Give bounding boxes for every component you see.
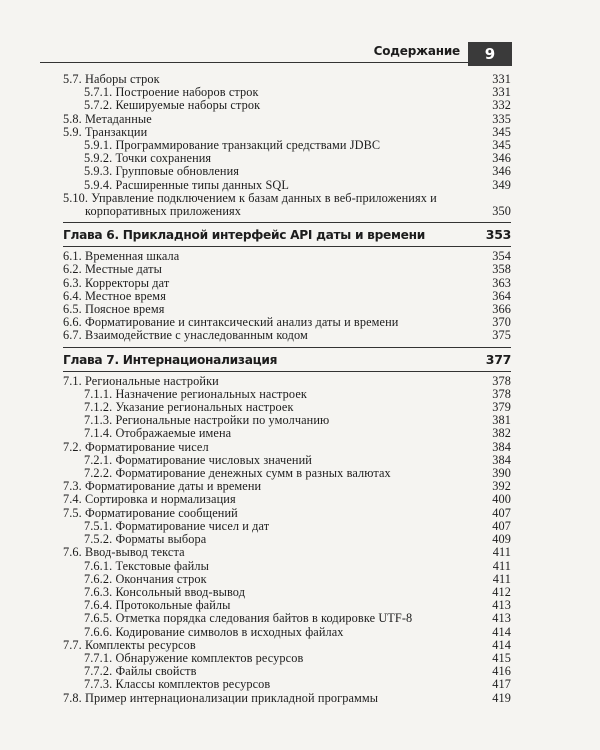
toc-entry-page: 363 bbox=[492, 275, 511, 290]
toc-entry-page: 349 bbox=[492, 177, 511, 192]
toc-subsection-entry bbox=[63, 560, 511, 573]
toc-entry-page: 415 bbox=[492, 650, 511, 665]
toc-subsection-entry bbox=[63, 179, 511, 192]
toc-section-entry bbox=[63, 507, 511, 520]
toc-entry-title: 7.7.3. Классы комплектов ресурсов bbox=[84, 677, 271, 692]
toc-entry-page: 413 bbox=[492, 611, 511, 626]
toc-entry-title: 7.6.5. Отметка порядка следования байтов в кодировке UTF-8 bbox=[84, 611, 413, 626]
toc-entry-page: 417 bbox=[492, 677, 511, 692]
toc-entry-title: 7.6.1. Текстовые файлы bbox=[84, 558, 209, 573]
toc-entry-page: 366 bbox=[492, 302, 511, 317]
toc-entry-title: 5.10. Управление подключением к базам данных в веб-приложениях и корпоративных приложениях bbox=[63, 190, 437, 219]
toc-entry-page: 350 bbox=[492, 204, 511, 219]
toc-section-entry bbox=[63, 692, 511, 705]
toc-entry-title: 5.8. Метаданные bbox=[63, 111, 152, 126]
toc-entry-page: 375 bbox=[492, 328, 511, 343]
toc-entry-title: 6.1. Временная шкала bbox=[63, 249, 180, 264]
toc-entry-title: 5.9.1. Программирование транзакций средствами JDBC bbox=[84, 138, 381, 153]
toc-entry-title: 7.2.1. Форматирование числовых значений bbox=[84, 452, 312, 467]
toc-entry-title: Глава 7. Интернационализация bbox=[63, 352, 278, 367]
toc-entry-page: 335 bbox=[492, 111, 511, 126]
toc-entry-page: 332 bbox=[492, 98, 511, 113]
toc-subsection-entry bbox=[63, 165, 511, 178]
toc-entry-title: 7.1.4. Отображаемые имена bbox=[84, 426, 232, 441]
toc-entry-page: 331 bbox=[492, 72, 511, 86]
toc-entry-title: 5.7.2. Кешируемые наборы строк bbox=[84, 98, 261, 113]
toc-entry-title: 6.4. Местное время bbox=[63, 288, 166, 303]
toc-section-entry bbox=[63, 639, 511, 652]
toc-entry-title: 7.2.2. Форматирование денежных сумм в разных валютах bbox=[84, 466, 391, 481]
toc-chapter-heading bbox=[63, 347, 511, 372]
toc-subsection-entry bbox=[63, 99, 511, 112]
toc-entry-page: 411 bbox=[492, 558, 511, 573]
toc-entry-title: 5.7. Наборы строк bbox=[63, 72, 160, 86]
toc-entry-page: 346 bbox=[492, 164, 511, 179]
toc-entry-page: 407 bbox=[492, 518, 511, 533]
toc-entry-title: 6.2. Местные даты bbox=[63, 262, 162, 277]
toc-entry-page: 381 bbox=[492, 413, 511, 428]
toc-entry-title: 7.2. Форматирование чисел bbox=[63, 439, 209, 454]
toc-entry-page: 354 bbox=[492, 249, 511, 264]
toc-entry-title: 7.5.1. Форматирование чисел и дат bbox=[84, 518, 270, 533]
toc-entry-page: 370 bbox=[492, 315, 511, 330]
toc-entry-page: 379 bbox=[492, 400, 511, 415]
toc-entry-page: 414 bbox=[492, 624, 511, 639]
toc-entry-title: 7.4. Сортировка и нормализация bbox=[63, 492, 236, 507]
toc-entry-title: 6.6. Форматирование и синтаксический анализ даты и времени bbox=[63, 315, 399, 330]
toc-entry-page: 364 bbox=[492, 288, 511, 303]
toc-entry-title: 6.7. Взаимодействие с унаследованным кодом bbox=[63, 328, 308, 343]
toc-entry-page: 409 bbox=[492, 532, 511, 547]
toc-entry-title: 5.9.2. Точки сохранения bbox=[84, 151, 212, 166]
toc-entry-title: 7.5.2. Форматы выбора bbox=[84, 532, 207, 547]
toc-entry-page: 378 bbox=[492, 386, 511, 401]
toc-section-entry bbox=[63, 192, 511, 218]
toc-entry-title: 7.8. Пример интернационализации прикладной программы bbox=[63, 690, 379, 705]
toc-section-entry bbox=[63, 375, 511, 388]
toc-entry-page: 407 bbox=[492, 505, 511, 520]
toc-entry-title: 7.1.1. Назначение региональных настроек bbox=[84, 386, 307, 401]
toc-section-entry bbox=[63, 263, 511, 276]
toc-entry-page: 412 bbox=[492, 584, 511, 599]
toc-entry-title: 7.7. Комплекты ресурсов bbox=[63, 637, 196, 652]
toc-section-entry bbox=[63, 546, 511, 559]
toc-section-entry bbox=[63, 329, 511, 342]
toc-section-entry bbox=[63, 113, 511, 126]
toc-section-entry bbox=[63, 277, 511, 290]
toc-entry-page: 413 bbox=[492, 598, 511, 613]
toc-entry-page: 377 bbox=[485, 351, 511, 367]
toc-entry-page: 392 bbox=[492, 479, 511, 494]
toc-entry-page: 346 bbox=[492, 151, 511, 166]
toc-entry-title: 7.3. Форматирование даты и времени bbox=[63, 479, 262, 494]
header-title: Содержание bbox=[368, 44, 460, 58]
toc-entry-page: 331 bbox=[492, 85, 511, 100]
toc-entry-page: 345 bbox=[492, 124, 511, 139]
toc-entry-page: 378 bbox=[492, 373, 511, 388]
toc-entry-title: 5.7.1. Построение наборов строк bbox=[84, 85, 259, 100]
toc-entry-page: 411 bbox=[492, 545, 511, 560]
running-header bbox=[40, 42, 512, 66]
toc-entry-page: 390 bbox=[492, 466, 511, 481]
toc-subsection-entry bbox=[63, 626, 511, 639]
toc-entry-title: 7.7.2. Файлы свойств bbox=[84, 664, 197, 679]
toc-entry-title: 6.3. Корректоры дат bbox=[63, 275, 170, 290]
toc-entry-page: 353 bbox=[485, 227, 511, 243]
toc-entry-title: 7.1.3. Региональные настройки по умолчанию bbox=[84, 413, 330, 428]
toc-entry-title: 7.6.2. Окончания строк bbox=[84, 571, 207, 586]
toc-entry-title: 7.1.2. Указание региональных настроек bbox=[84, 400, 294, 415]
toc-subsection-entry bbox=[63, 427, 511, 440]
toc-entry-title: 7.7.1. Обнаружение комплектов ресурсов bbox=[84, 650, 304, 665]
toc-subsection-entry bbox=[63, 612, 511, 625]
toc-entry-title: 7.6.4. Протокольные файлы bbox=[84, 598, 231, 613]
toc-entry-page: 414 bbox=[492, 637, 511, 652]
toc-entry-page: 345 bbox=[492, 138, 511, 153]
toc-entry-page: 416 bbox=[492, 664, 511, 679]
toc-entry-title: 7.6.6. Кодирование символов в исходных файлах bbox=[84, 624, 344, 639]
toc-entry-title: 7.1. Региональные настройки bbox=[63, 373, 219, 388]
toc-entry-title: 6.5. Поясное время bbox=[63, 302, 165, 317]
toc-entry-page: 358 bbox=[492, 262, 511, 277]
toc-entry-page: 411 bbox=[492, 571, 511, 586]
toc-chapter-heading bbox=[63, 222, 511, 247]
toc-section-entry bbox=[63, 441, 511, 454]
toc-entry-page: 384 bbox=[492, 452, 511, 467]
toc-entry-page: 384 bbox=[492, 439, 511, 454]
toc-entry-title: 7.6. Ввод-вывод текста bbox=[63, 545, 185, 560]
table-of-contents bbox=[63, 73, 511, 705]
page-number-badge: 9 bbox=[468, 42, 512, 66]
toc-subsection-entry bbox=[63, 678, 511, 691]
toc-entry-title: Глава 6. Прикладной интерфейс API даты и времени bbox=[63, 228, 425, 243]
toc-entry-page: 419 bbox=[492, 690, 511, 705]
toc-entry-page: 382 bbox=[492, 426, 511, 441]
toc-entry-title: 7.6.3. Консольный ввод-вывод bbox=[84, 584, 246, 599]
toc-entry-title: 5.9.3. Групповые обновления bbox=[84, 164, 240, 179]
toc-subsection-entry bbox=[63, 573, 511, 586]
toc-section-entry bbox=[63, 493, 511, 506]
header-rule bbox=[40, 62, 512, 63]
toc-entry-title: 5.9. Транзакции bbox=[63, 124, 148, 139]
toc-entry-page: 400 bbox=[492, 492, 511, 507]
toc-entry-title: 7.5. Форматирование сообщений bbox=[63, 505, 238, 520]
toc-entry-title: 5.9.4. Расширенные типы данных SQL bbox=[84, 177, 289, 192]
